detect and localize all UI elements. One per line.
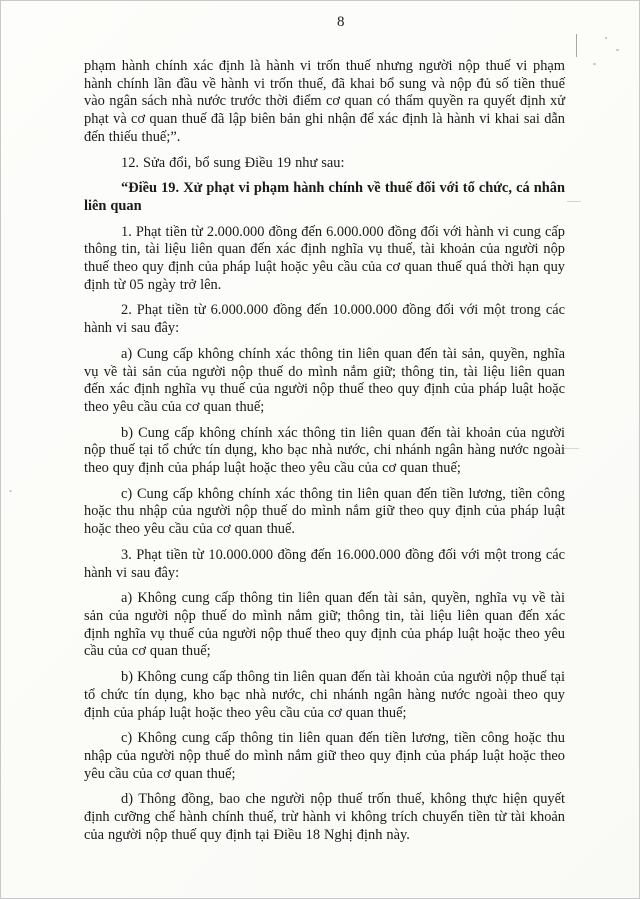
scan-artifact-dot (9, 490, 12, 492)
clause-3-point-d: d) Thông đồng, bao che người nộp thuế trốn thuế, không thực hiện quyết định cưỡng chế hành chính thuế, trừ hành vi không trích chuyển tiền từ tài khoản của người nộp thuế quy định tại Điều 18 Nghị định này. (84, 791, 565, 843)
scan-artifact-dot (593, 63, 596, 65)
paragraph-item-12-amendment: 12. Sửa đổi, bổ sung Điều 19 như sau: (121, 154, 345, 171)
article-19-heading: “Điều 19. Xử phạt vi phạm hành chính về thuế đối với tổ chức, cá nhân liên quan (84, 180, 565, 214)
page-number: 8 (337, 14, 345, 30)
scan-artifact-vertical-line (576, 34, 577, 57)
clause-3-point-a: a) Không cung cấp thông tin liên quan đến tài sản, quyền, nghĩa vụ về tài sản của người nộp thuế do mình nắm giữ; thông tin, tài liệu liên quan đến xác định nghĩa vụ thuế của người nộp thuế theo quy định của pháp luật hoặc theo yêu cầu của cơ quan thuế; (84, 590, 565, 660)
clause-2-fine-6m-10m: 2. Phạt tiền từ 6.000.000 đồng đến 10.000.000 đồng đối với một trong các hành vi sau đây: (84, 302, 565, 337)
clause-3-point-b: b) Không cung cấp thông tin liên quan đến tài khoản của người nộp thuế tại tổ chức tín dụng, kho bạc nhà nước, chi nhánh ngân hàng nước ngoài theo quy định của pháp luật hoặc theo yêu cầu của cơ quan thuế; (84, 669, 565, 721)
clause-2-point-b: b) Cung cấp không chính xác thông tin liên quan đến tài khoản của người nộp thuế tại tổ chức tín dụng, kho bạc nhà nước, chi nhánh ngân hàng nước ngoài theo quy định của pháp luật hoặc theo yêu cầu của cơ quan thuế; (84, 424, 565, 477)
scan-artifact-dash (567, 201, 581, 202)
clause-3-fine-10m-16m: 3. Phạt tiền từ 10.000.000 đồng đến 16.000.000 đồng đối với một trong các hành vi sau đây: (84, 546, 565, 581)
paragraph-continuation-tron-thue: phạm hành chính xác định là hành vi trốn thuế nhưng người nộp thuế vi phạm hành chính lần đầu về hành vi trốn thuế, đã khai bổ sung và nộp đủ số tiền thuế vào ngân sách nhà nước trước thời điểm cơ quan có thẩm quyền ra quyết định xử phạt và cơ quan thuế đã lập biên bản ghi nhận để xác định là hành vi khai sai dẫn đến thiếu thuế;”. (84, 58, 565, 145)
document-body (84, 58, 565, 852)
clause-2-point-a: a) Cung cấp không chính xác thông tin liên quan đến tài sản, quyền, nghĩa vụ về tài sản của người nộp thuế do mình nắm giữ; thông tin, tài liệu liên quan đến xác định nghĩa vụ thuế của người nộp thuế theo quy định của pháp luật hoặc theo yêu cầu của cơ quan thuế; (84, 345, 565, 415)
scan-artifact-dot (616, 49, 619, 51)
scan-artifact-dot (605, 37, 607, 39)
clause-3-point-c: c) Không cung cấp thông tin liên quan đến tiền lương, tiền công hoặc thu nhập của người nộp thuế do mình nắm giữ theo quy định của pháp luật hoặc theo yêu cầu của cơ quan thuế; (84, 730, 565, 782)
clause-2-point-c: c) Cung cấp không chính xác thông tin liên quan đến tiền lương, tiền công hoặc thu nhập của người nộp thuế do mình nắm giữ theo quy định của pháp luật hoặc theo yêu cầu của cơ quan thuế. (84, 485, 565, 538)
clause-1-fine-2m-6m: 1. Phạt tiền từ 2.000.000 đồng đến 6.000.000 đồng đối với hành vi cung cấp thông tin, tài liệu liên quan đến xác định nghĩa vụ thuế, tài khoản của người nộp thuế theo quy định của pháp luật hoặc yêu cầu của cơ quan thuế quá thời hạn quy định từ 05 ngày trở lên. (84, 223, 565, 293)
